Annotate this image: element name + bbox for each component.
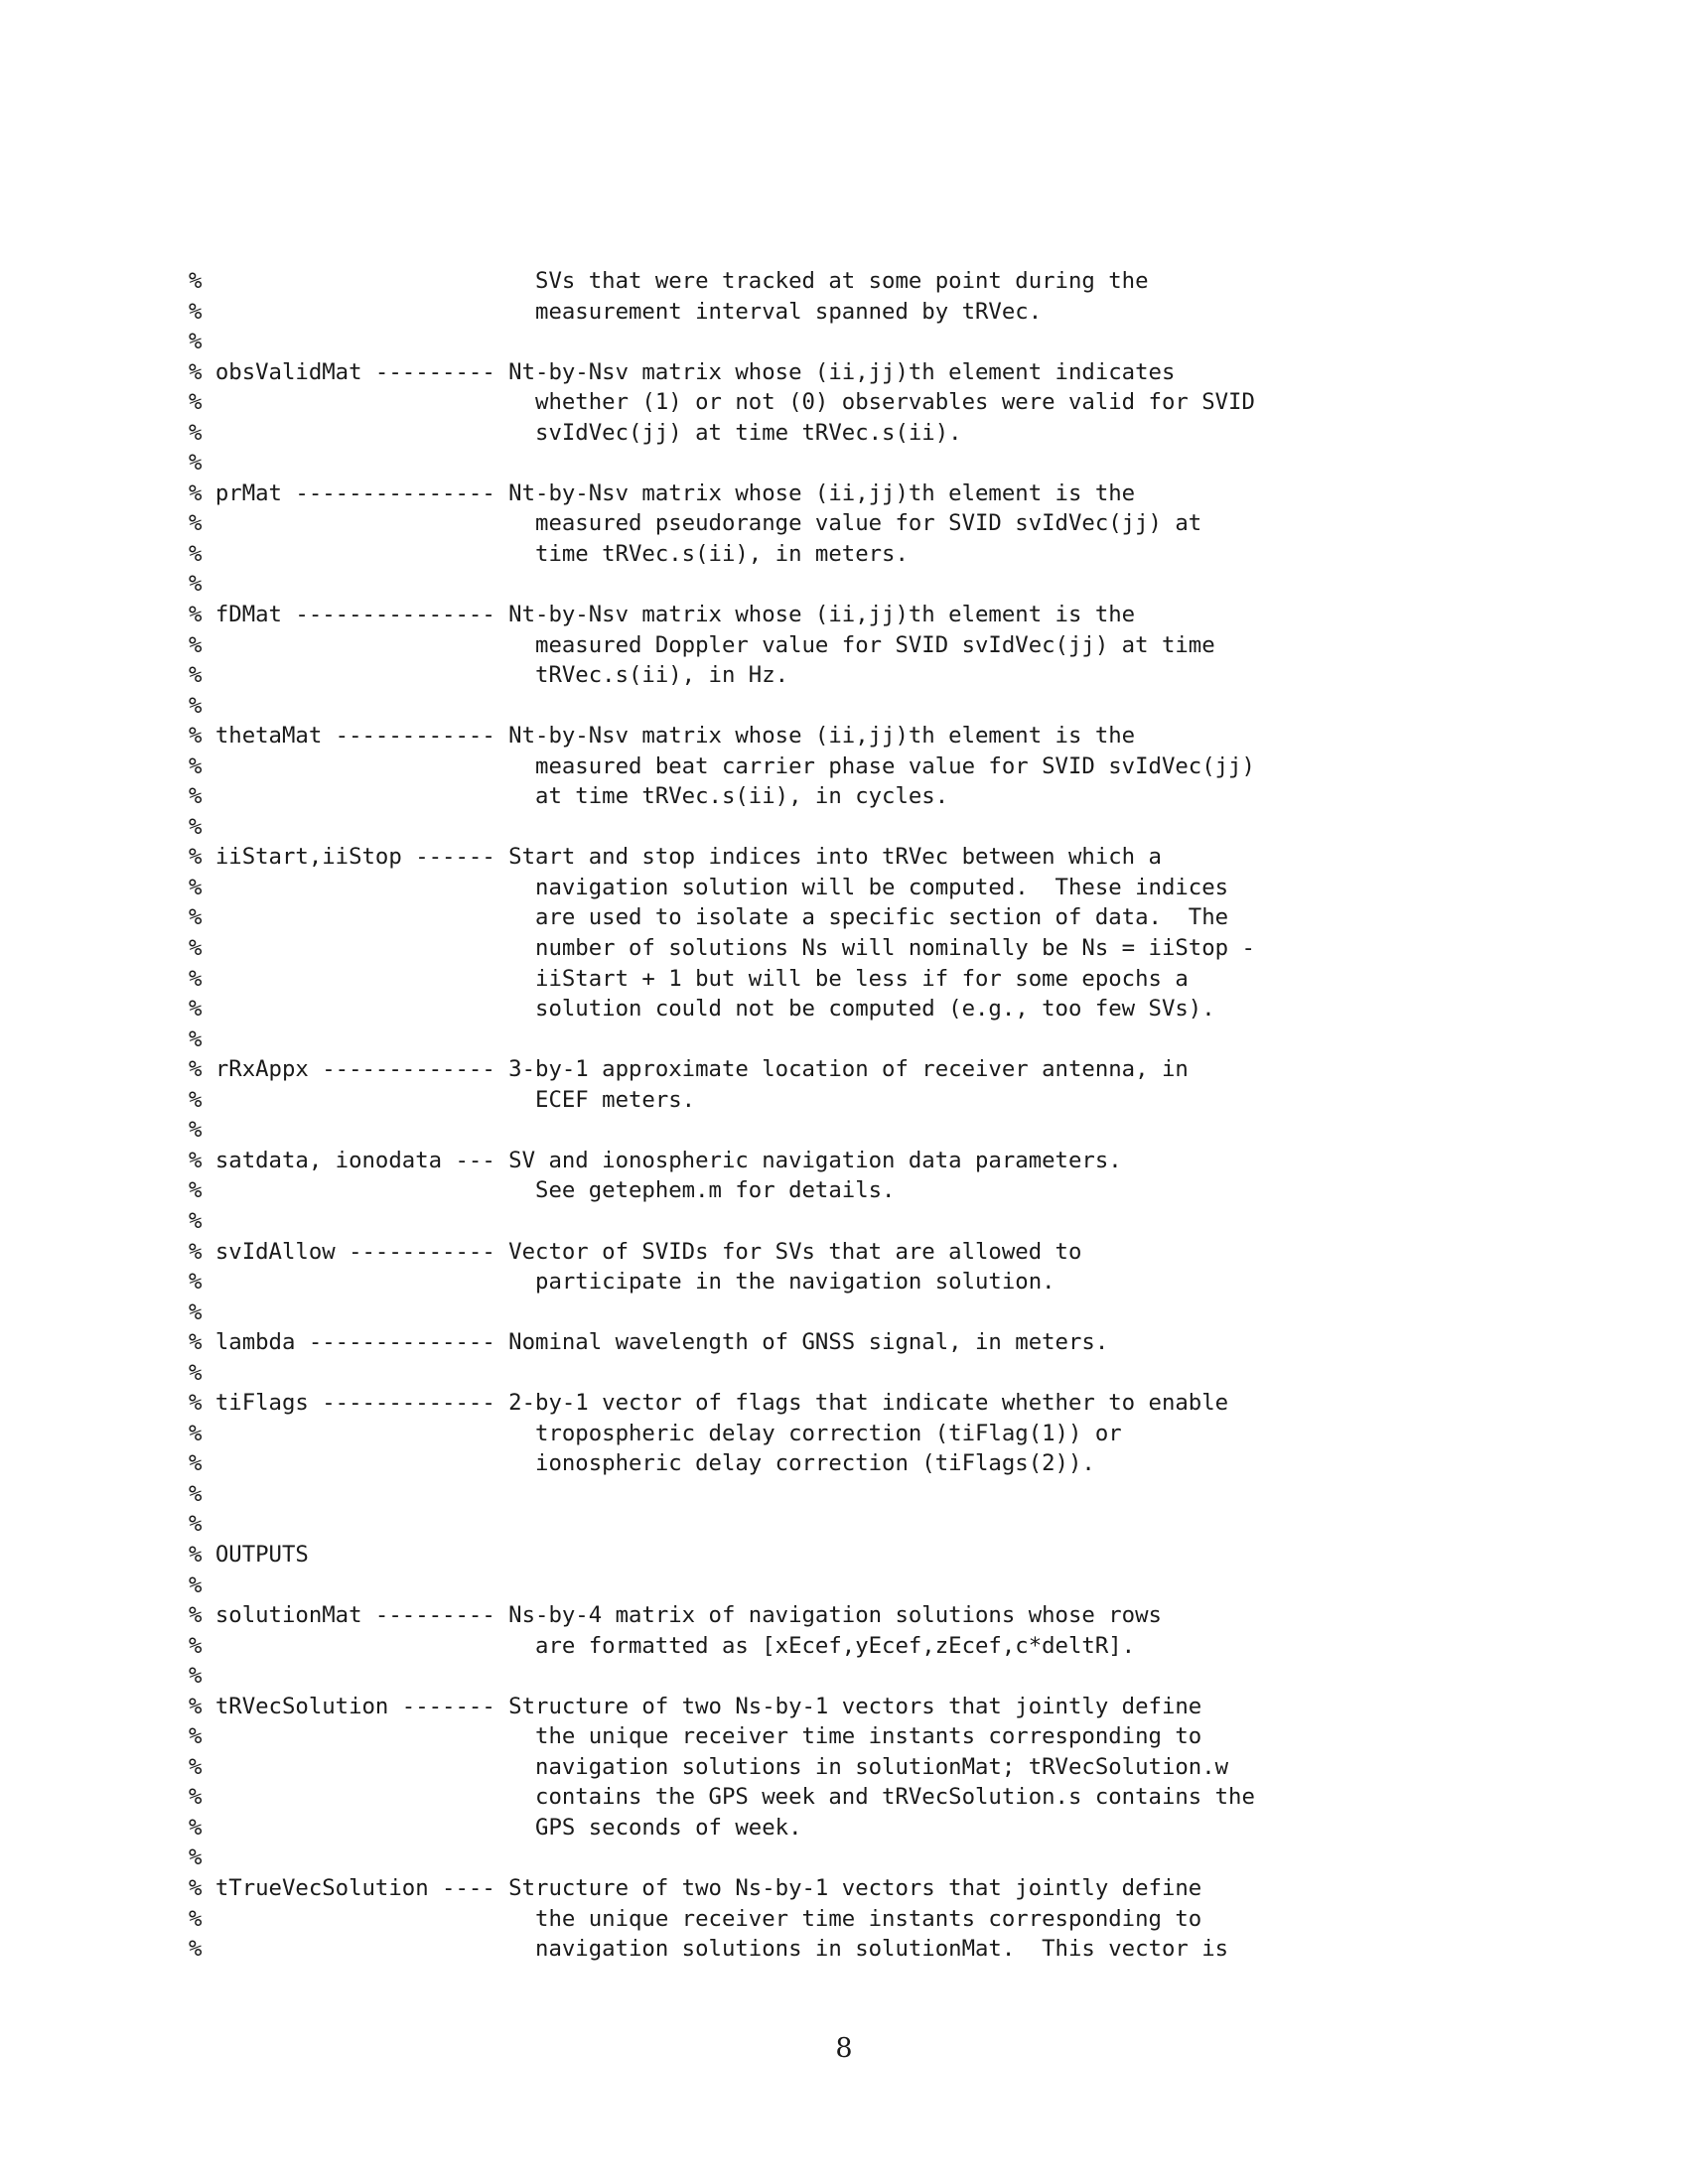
code-line: %	[189, 692, 203, 719]
code-line: %	[189, 1207, 203, 1234]
code-line: % measured Doppler value for SVID svIdVec(jj) at time	[189, 631, 1215, 658]
code-line: % navigation solutions in solutionMat; tRVecSolution.w	[189, 1753, 1229, 1780]
code-line: % svIdAllow ----------- Vector of SVIDs for SVs that are allowed to	[189, 1238, 1082, 1265]
code-line: %	[189, 571, 203, 598]
code-line: % measurement interval spanned by tRVec.	[189, 298, 1043, 325]
code-line: %	[189, 1511, 203, 1538]
code-line: %	[189, 1117, 203, 1144]
code-line: % ECEF meters.	[189, 1086, 696, 1113]
code-line: %	[189, 1298, 203, 1325]
code-line: % rRxAppx ------------- 3-by-1 approximate location of receiver antenna, in	[189, 1056, 1189, 1083]
code-line: % tropospheric delay correction (tiFlag(1)) or	[189, 1420, 1122, 1446]
code-listing	[189, 266, 1255, 1965]
code-line: % solution could not be computed (e.g., too few SVs).	[189, 996, 1215, 1023]
code-line: % participate in the navigation solution.	[189, 1269, 1055, 1296]
code-line: % whether (1) or not (0) observables were valid for SVID	[189, 389, 1255, 416]
code-line: % tRVecSolution ------- Structure of two Ns-by-1 vectors that jointly define	[189, 1693, 1202, 1719]
code-line: %	[189, 450, 203, 477]
code-line: % iiStart + 1 but will be less if for some epochs a	[189, 965, 1189, 992]
code-line: % measured beat carrier phase value for SVID svIdVec(jj)	[189, 752, 1255, 779]
code-line: % GPS seconds of week.	[189, 1814, 802, 1841]
code-line: % navigation solution will be computed. These indices	[189, 874, 1229, 900]
code-line: % ionospheric delay correction (tiFlags(2)).	[189, 1450, 1095, 1477]
page-number: 8	[835, 2033, 853, 2064]
code-line: % tRVec.s(ii), in Hz.	[189, 662, 789, 689]
code-line: % iiStart,iiStop ------ Start and stop indices into tRVec between which a	[189, 844, 1162, 871]
code-line: % tiFlags ------------- 2-by-1 vector of flags that indicate whether to enable	[189, 1390, 1229, 1417]
code-line: % tTrueVecSolution ---- Structure of two Ns-by-1 vectors that jointly define	[189, 1874, 1202, 1901]
code-line: % OUTPUTS	[189, 1541, 309, 1568]
code-line: % See getephem.m for details.	[189, 1177, 896, 1204]
code-line: %	[189, 1844, 203, 1871]
code-line: %	[189, 1663, 203, 1690]
code-line: %	[189, 813, 203, 840]
code-line: % number of solutions Ns will nominally be Ns = iiStop -	[189, 935, 1255, 962]
code-line: % svIdVec(jj) at time tRVec.s(ii).	[189, 419, 962, 446]
code-line: % at time tRVec.s(ii), in cycles.	[189, 783, 949, 810]
code-line: %	[189, 1571, 203, 1598]
code-line: % satdata, ionodata --- SV and ionospheric navigation data parameters.	[189, 1147, 1122, 1173]
code-line: % solutionMat --------- Ns-by-4 matrix of navigation solutions whose rows	[189, 1602, 1162, 1629]
code-line: %	[189, 1480, 203, 1507]
code-line: % lambda -------------- Nominal wavelength of GNSS signal, in meters.	[189, 1329, 1109, 1356]
code-line: % the unique receiver time instants corresponding to	[189, 1905, 1202, 1932]
code-line: % navigation solutions in solutionMat. This vector is	[189, 1936, 1229, 1963]
code-line: % SVs that were tracked at some point during the	[189, 268, 1149, 294]
code-line: % contains the GPS week and tRVecSolution.s contains the	[189, 1784, 1255, 1811]
code-line: %	[189, 329, 203, 355]
code-line: % thetaMat ------------ Nt-by-Nsv matrix whose (ii,jj)th element is the	[189, 723, 1136, 750]
code-line: % prMat --------------- Nt-by-Nsv matrix whose (ii,jj)th element is the	[189, 479, 1136, 506]
code-line: % the unique receiver time instants corresponding to	[189, 1723, 1202, 1750]
code-line: % obsValidMat --------- Nt-by-Nsv matrix whose (ii,jj)th element indicates	[189, 358, 1176, 385]
code-line: %	[189, 1359, 203, 1386]
code-line: % are used to isolate a specific section of data. The	[189, 904, 1229, 931]
code-line: % time tRVec.s(ii), in meters.	[189, 540, 909, 567]
code-line: % measured pseudorange value for SVID svIdVec(jj) at	[189, 510, 1202, 537]
code-line: % fDMat --------------- Nt-by-Nsv matrix whose (ii,jj)th element is the	[189, 602, 1136, 628]
code-line: % are formatted as [xEcef,yEcef,zEcef,c*deltR].	[189, 1632, 1136, 1659]
code-line: %	[189, 1025, 203, 1052]
